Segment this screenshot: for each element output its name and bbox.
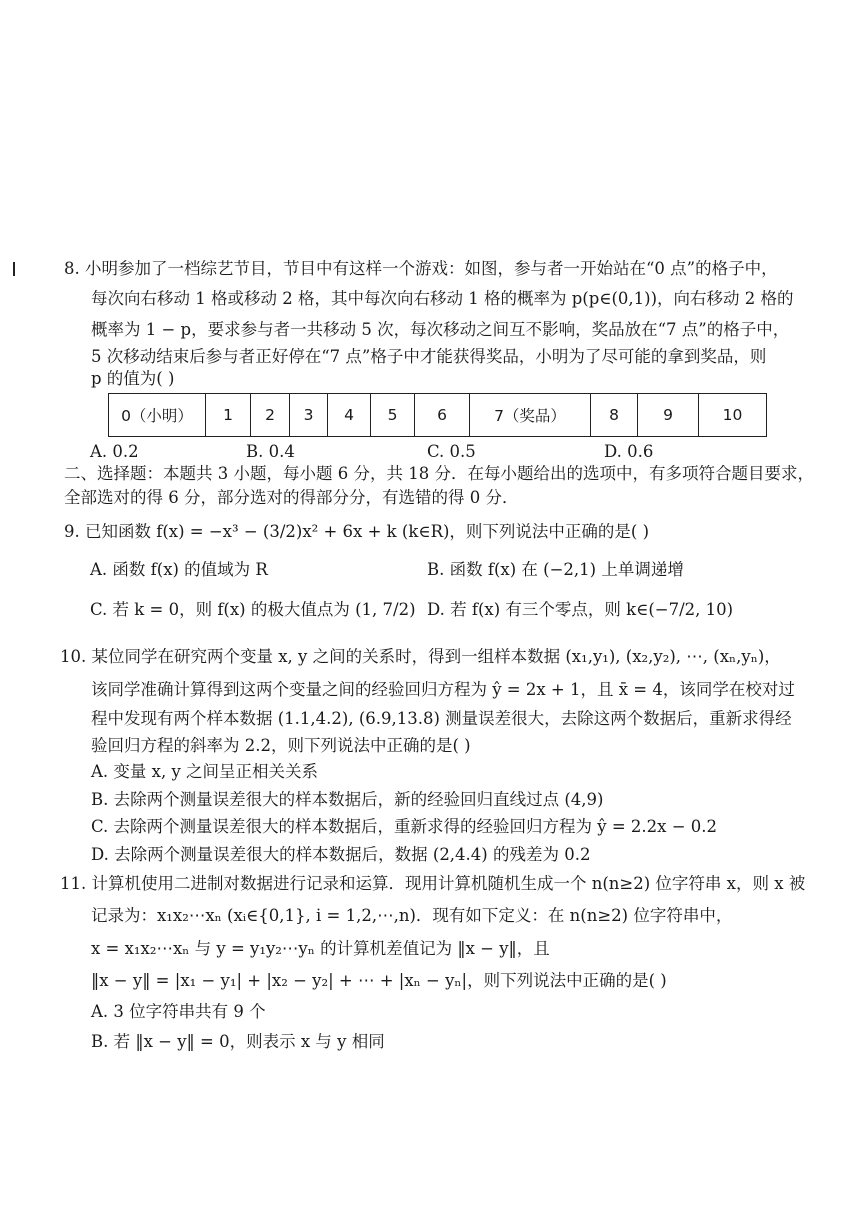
q9-option-b: B. 函数 f(x) 在 (−2,1) 上单调递增 [427,560,684,579]
grid-cell-1: 1 [206,394,251,437]
q11-option-a: A. 3 位字符串共有 9 个 [91,1002,266,1021]
grid-cell-0: 0（小明） [109,394,206,437]
grid-cell-3: 3 [290,394,328,437]
grid-cell-2: 2 [251,394,290,437]
q8-line-4: 5 次移动结束后参与者正好停在“7 点”格子中才能获得奖品，小明为了尽可能的拿到奖品，则 [91,347,767,366]
q10-option-b: B. 去除两个测量误差很大的样本数据后，新的经验回归直线过点 (4,9) [91,790,604,809]
q9-stem: 9. 已知函数 f(x) = −x³ − (3/2)x² + 6x + k (k∈R)，则下列说法中正确的是( ) [64,522,650,541]
margin-mark [13,262,15,276]
q10-line-2: 该同学准确计算得到这两个变量之间的经验回归方程为 ŷ = 2x + 1，且 x̄ = 4，该同学在校对过 [91,680,795,699]
q8-option-a: A. 0.2 [90,442,139,461]
q10-option-a: A. 变量 x, y 之间呈正相关关系 [91,762,319,781]
grid-cell-5: 5 [371,394,415,437]
q11-option-b: B. 若 ‖x − y‖ = 0，则表示 x 与 y 相同 [91,1032,385,1051]
q10-line-1: 10. 某位同学在研究两个变量 x, y 之间的关系时，得到一组样本数据 (x₁,y₁), (x₂,y₂), ⋯, (xₙ,yₙ)， [60,647,781,666]
q11-line-3: x = x₁x₂⋯xₙ 与 y = y₁y₂⋯yₙ 的计算机差值记为 ‖x − y‖，且 [91,939,550,958]
q9-option-d: D. 若 f(x) 有三个零点，则 k∈(−7/2, 10) [427,600,734,619]
q9-option-a: A. 函数 f(x) 的值域为 R [90,560,268,579]
q10-option-c: C. 去除两个测量误差很大的样本数据后，重新求得的经验回归方程为 ŷ = 2.2x − 0.2 [91,817,718,836]
grid-cell-4: 4 [328,394,371,437]
section2-line-2: 全部选对的得 6 分，部分选对的得部分分，有选错的得 0 分． [64,488,519,507]
q8-line-3: 概率为 1 − p，要求参与者一共移动 5 次，每次移动之间互不影响，奖品放在“7 点”的格子中， [91,320,790,339]
grid-cell-9: 9 [638,394,699,437]
q8-line-1: 8. 小明参加了一档综艺节目，节目中有这样一个游戏：如图，参与者一开始站在“0 点”的格子中， [64,259,778,278]
q10-line-3: 程中发现有两个样本数据 (1.1,4.2), (6.9,13.8) 测量误差很大，去除这两个数据后，重新求得经 [91,709,792,728]
grid-cell-10: 10 [699,394,767,437]
q10-line-4: 验回归方程的斜率为 2.2，则下列说法中正确的是( ) [91,736,471,755]
q11-line-2: 记录为：x₁x₂⋯xₙ (xᵢ∈{0,1}, i = 1,2,⋯,n)．现有如下定义：在 n(n≥2) 位字符串中， [91,906,733,925]
q11-line-4: ‖x − y‖ = |x₁ − y₁| + |x₂ − y₂| + ⋯ + |xₙ − yₙ|，则下列说法中正确的是( ) [91,971,667,990]
q9-option-c: C. 若 k = 0，则 f(x) 的极大值点为 (1, 7/2) [90,600,416,619]
grid-cell-6: 6 [415,394,470,437]
q8-option-b: B. 0.4 [246,442,295,461]
q11-line-1: 11. 计算机使用二进制对数据进行记录和运算．现用计算机随机生成一个 n(n≥2) 位字符串 x，则 x 被 [60,874,806,893]
q8-line-5: p 的值为( ) [91,369,175,388]
q8-option-c: C. 0.5 [427,442,476,461]
q10-option-d: D. 去除两个测量误差很大的样本数据后，数据 (2,4.4) 的残差为 0.2 [91,845,591,864]
section2-line-1: 二、选择题：本题共 3 小题，每小题 6 分，共 18 分．在每小题给出的选项中，有多项符合题目要求， [64,464,814,483]
position-grid [108,393,767,437]
q8-line-2: 每次向右移动 1 格或移动 2 格，其中每次向右移动 1 格的概率为 p(p∈(0,1))，向右移动 2 格的 [91,289,794,308]
q8-option-d: D. 0.6 [604,442,654,461]
grid-cell-8: 8 [591,394,638,437]
grid-cell-7: 7（奖品） [470,394,591,437]
